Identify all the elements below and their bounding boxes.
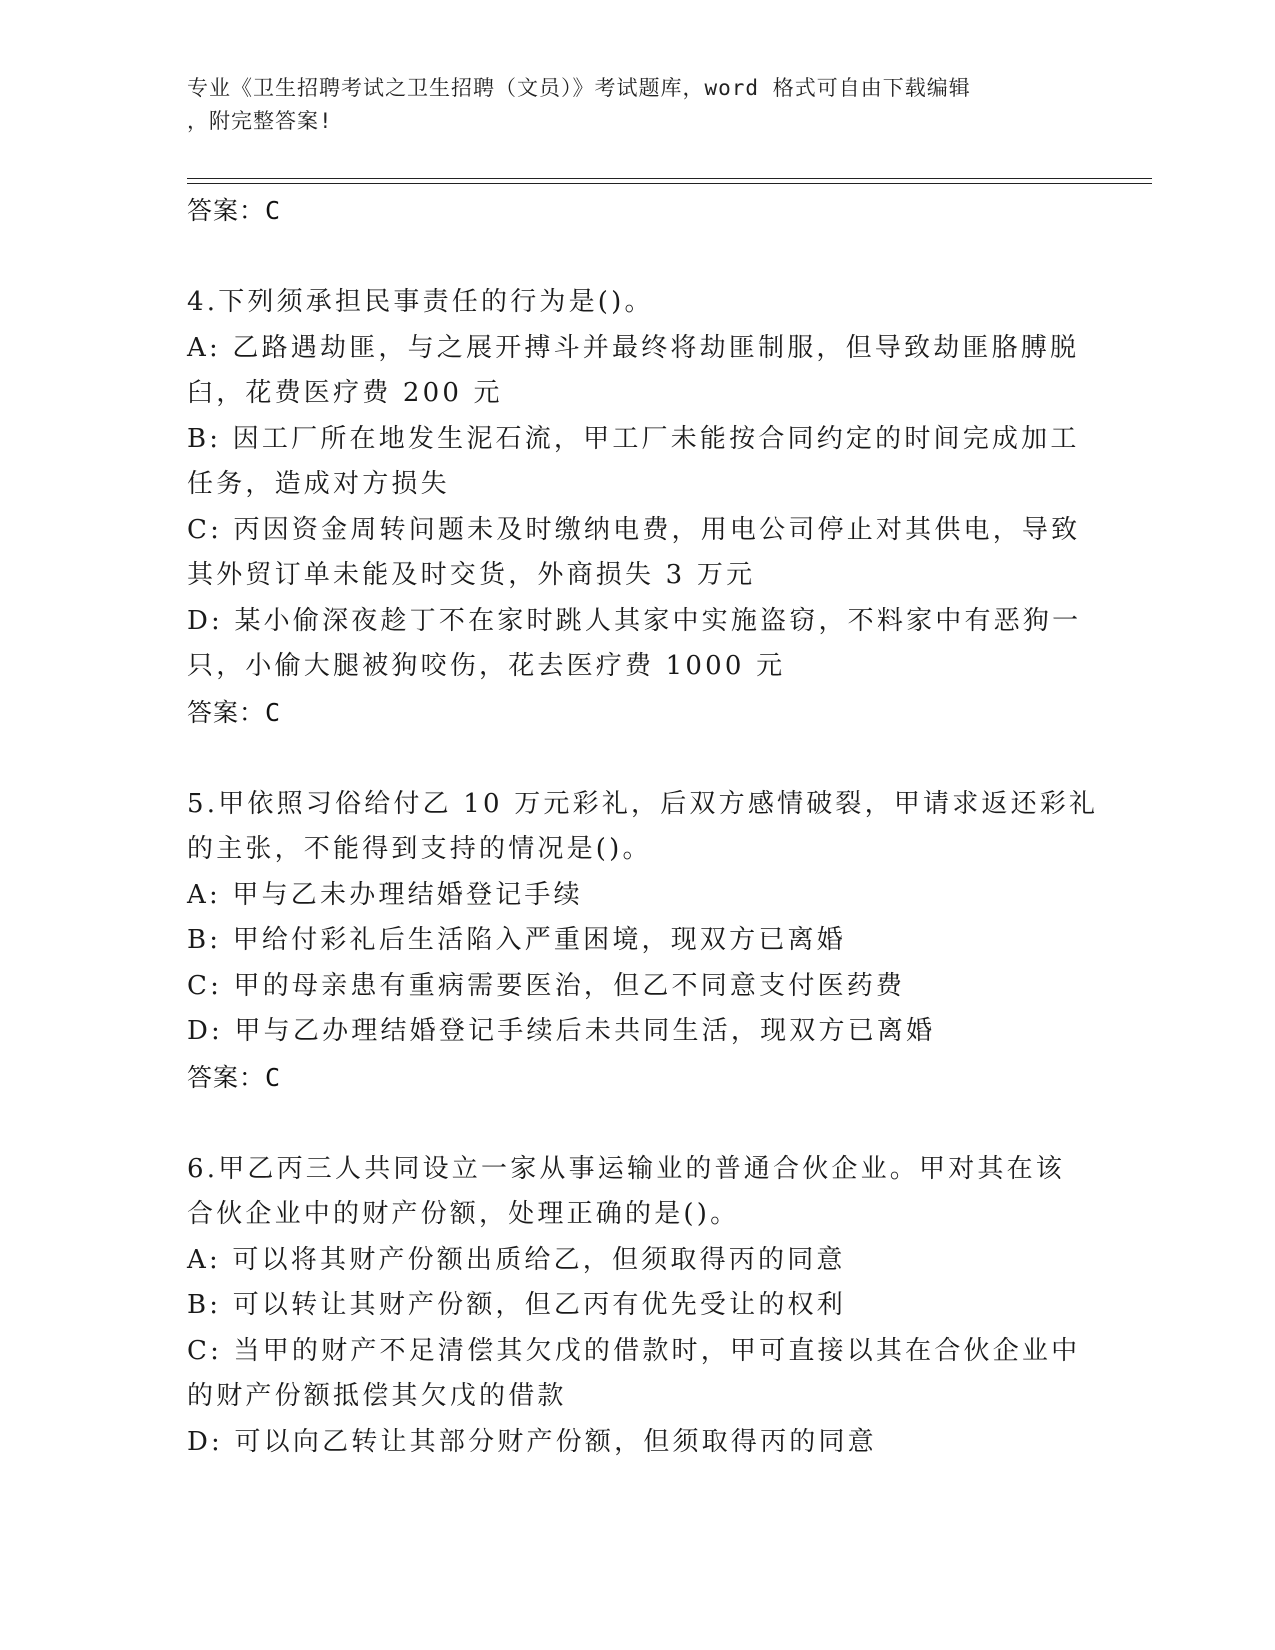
option-text-cont: 只，小偷大腿被狗咬伤，花去医疗费 1000 元: [187, 651, 786, 681]
header-divider-bottom: [187, 183, 1152, 184]
answer-line: 答案：C: [187, 697, 282, 727]
question-stem: 6.甲乙丙三人共同设立一家从事运输业的普通合伙企业。甲对其在该: [187, 1153, 1066, 1184]
option-b: [187, 417, 1087, 508]
option-text-cont: 的财产份额抵偿其欠戊的借款: [187, 1381, 567, 1411]
option-text: D: 某小偷深夜趁丁不在家时跳人其家中实施盗窃，不料家中有恶狗一: [187, 605, 1082, 636]
answer-line: 答案：C: [187, 196, 282, 225]
question-6: [187, 1147, 1087, 1466]
option-b: B: 甲给付彩礼后生活陷入严重困境，现双方已离婚: [187, 925, 846, 955]
answer-line: 答案：C: [187, 1062, 282, 1092]
option-a: A: 可以将其财产份额出质给乙，但须取得丙的同意: [187, 1244, 846, 1275]
header-divider-top: [187, 178, 1152, 179]
option-text: A: 乙路遇劫匪，与之展开搏斗并最终将劫匪制服，但导致劫匪胳膊脱: [187, 332, 1080, 363]
document-header: [187, 72, 1067, 138]
option-text-cont: 任务，造成对方损失: [187, 469, 450, 499]
option-c: C: 甲的母亲患有重病需要医治，但乙不同意支付医药费: [187, 970, 906, 1001]
option-d: D: 可以向乙转让其部分财产份额，但须取得丙的同意: [187, 1426, 877, 1457]
question-4: [187, 280, 1087, 736]
option-text-cont: 其外贸订单未能及时交货，外商损失 3 万元: [187, 560, 756, 590]
question-stem-cont: 的主张，不能得到支持的情况是()。: [187, 834, 652, 864]
option-text-cont: 臼，花费医疗费 200 元: [187, 378, 503, 408]
header-line-1: 专业《卫生招聘考试之卫生招聘（文员）》考试题库，word 格式可自由下载编辑: [187, 76, 971, 100]
option-text: B: 因工厂所在地发生泥石流，甲工厂未能按合同约定的时间完成加工: [187, 423, 1080, 454]
option-a: [187, 326, 1087, 417]
option-a: A: 甲与乙未办理结婚登记手续: [187, 879, 583, 910]
option-text: C: 丙因资金周转问题未及时缴纳电费，用电公司停止对其供电，导致: [187, 514, 1081, 545]
option-text: C: 当甲的财产不足清偿其欠戊的借款时，甲可直接以其在合伙企业中: [187, 1335, 1081, 1366]
document-body: [187, 188, 1099, 1465]
question-stem-cont: 合伙企业中的财产份额，处理正确的是()。: [187, 1199, 740, 1229]
option-b: B: 可以转让其财产份额，但乙丙有优先受让的权利: [187, 1290, 846, 1320]
option-c: [187, 508, 1087, 599]
question-stem: 5.甲依照习俗给付乙 10 万元彩礼，后双方感情破裂，甲请求返还彩礼: [187, 788, 1099, 819]
question-5: [187, 782, 1099, 1101]
question-stem: 4.下列须承担民事责任的行为是()。: [187, 287, 654, 317]
option-c: [187, 1329, 1087, 1420]
header-line-2: ，附完整答案!: [187, 109, 333, 133]
option-d: [187, 599, 1087, 690]
option-d: D: 甲与乙办理结婚登记手续后未共同生活，现双方已离婚: [187, 1016, 936, 1046]
